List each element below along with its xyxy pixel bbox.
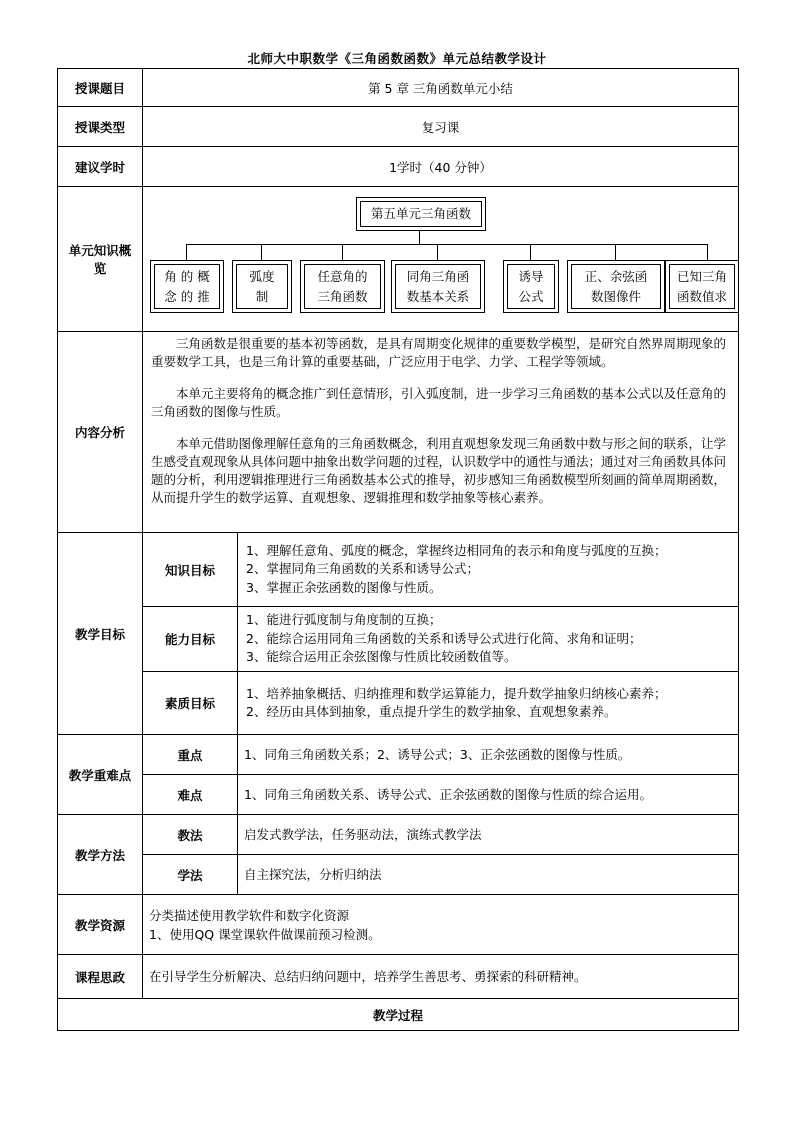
- resources-label: 教学资源: [58, 895, 143, 955]
- ideology-content: [143, 955, 739, 999]
- tree-node-line1: 已知三角: [676, 268, 727, 284]
- topic-label: 授课题目: [58, 69, 143, 107]
- difficult-label: 难点: [143, 775, 238, 815]
- topic-value: 第 5 章 三角函数单元小结: [143, 69, 739, 107]
- learn-method-label: 学法: [143, 855, 238, 895]
- process-label: 教学过程: [58, 999, 739, 1031]
- tree-node-label: [236, 264, 288, 309]
- tree-root: [356, 197, 486, 231]
- row-resources: [58, 895, 739, 955]
- tree-node: [567, 260, 665, 313]
- tree-connector: [342, 244, 343, 260]
- knowledge-goal-item: 1、理解任意角、弧度的概念，掌握终边相同角的表示和角度与弧度的互换；: [246, 542, 667, 558]
- resources-line: 1、使用QQ 课堂课软件做课前预习检测。: [149, 926, 381, 942]
- ability-goal-label: 能力目标: [143, 607, 238, 672]
- ideology-value: 在引导学生分析解决、总结归纳问题中，培养学生善思考、勇探索的科研精神。: [149, 969, 587, 984]
- quality-goal-content: [238, 672, 739, 735]
- tree-node-label: [571, 264, 661, 309]
- analysis-paragraph: 三角函数是很重要的基本初等函数，是具有周期变化规律的重要数学模型，是研究自然界周期现象的重要数学工具，也是三角计算的重要基础，广泛应用于电学、力学、工程学等领域。: [151, 336, 727, 369]
- tree-node-line1: 弧度: [249, 268, 275, 284]
- lesson-plan-table: [57, 68, 739, 1031]
- keypoints-label: 教学重难点: [58, 735, 143, 815]
- row-process: [58, 999, 739, 1031]
- tree-connector: [186, 244, 187, 260]
- knowledge-goal-item: 2、掌握同角三角函数的关系和诱导公式；: [246, 561, 479, 577]
- type-value: 复习课: [143, 107, 739, 147]
- tree-node-line1: 角 的 概: [164, 268, 210, 284]
- tree-node-line2: 数基本关系: [406, 288, 470, 304]
- row-ideology: [58, 955, 739, 999]
- quality-goal-label: 素质目标: [143, 672, 238, 735]
- type-label: 授课类型: [58, 107, 143, 147]
- goals-label: 教学目标: [58, 533, 143, 735]
- tree-connector: [615, 244, 616, 260]
- analysis-label: 内容分析: [58, 332, 143, 533]
- hours-label: 建议学时: [58, 147, 143, 187]
- tree-root-label: 第五单元三角函数: [360, 201, 482, 227]
- analysis-content: [143, 332, 739, 533]
- analysis-paragraph: 本单元主要将角的概念推广到任意情形，引入弧度制，进一步学习三角函数的基本公式以及任意角的三角函数的图像与性质。: [151, 386, 727, 419]
- row-hours: [58, 147, 739, 187]
- tree-node-label: [395, 264, 481, 309]
- tree-node: [503, 260, 559, 313]
- overview-label-line2: 览: [93, 261, 107, 276]
- teach-method-cell: [238, 815, 739, 855]
- overview-label: [58, 187, 143, 332]
- knowledge-tree: [143, 187, 736, 330]
- row-methods-teach: [58, 815, 739, 855]
- hours-value: 1学时（40 分钟）: [143, 147, 739, 187]
- row-overview: [58, 187, 739, 332]
- resources-content: [143, 895, 739, 955]
- learn-method-cell: [238, 855, 739, 895]
- document-title: 北师大中职数学《三角函数函数》单元总结教学设计: [247, 51, 547, 66]
- row-goals-ability: [58, 607, 739, 672]
- quality-goal-item: 2、经历由具体到抽象，重点提升学生的数学抽象、直观想象素养。: [246, 704, 617, 719]
- methods-label: 教学方法: [58, 815, 143, 895]
- row-keypoints-key: [58, 735, 739, 775]
- row-goals-knowledge: [58, 533, 739, 607]
- knowledge-goal-content: [238, 533, 739, 607]
- tree-node-line1: 同角三角函: [406, 268, 470, 284]
- tree-node: [391, 260, 485, 313]
- difficult-value-cell: [238, 775, 739, 815]
- tree-node: [232, 260, 292, 313]
- tree-node-line1: 任意角的: [317, 268, 368, 284]
- key-value: 1、同角三角函数关系；2、诱导公式；3、正余弦函数的图像与性质。: [244, 747, 631, 762]
- tree-node-line2: 三角函数: [317, 288, 368, 304]
- ability-goal-item: 2、能综合运用同角三角函数的关系和诱导公式进行化简、求角和证明；: [246, 630, 642, 646]
- tree-branch-line: [186, 244, 707, 245]
- tree-connector: [437, 244, 438, 260]
- tree-node-line2: 函数值求: [676, 288, 727, 304]
- ability-goal-content: [238, 607, 739, 672]
- key-label: 重点: [143, 735, 238, 775]
- row-topic: [58, 69, 739, 107]
- difficult-value: 1、同角三角函数关系、诱导公式、正余弦函数的图像与性质的综合运用。: [244, 787, 652, 802]
- tree-node: [150, 260, 224, 313]
- tree-node-label: [669, 264, 735, 309]
- ideology-label: 课程思政: [58, 955, 143, 999]
- tree-node: [665, 260, 739, 313]
- tree-connector: [530, 244, 531, 260]
- resources-line: 分类描述使用教学软件和数字化资源: [149, 907, 350, 923]
- tree-connector: [707, 244, 708, 260]
- tree-node-label: [304, 264, 381, 309]
- ability-goal-item: 1、能进行弧度制与角度制的互换；: [246, 612, 442, 628]
- tree-node-line2: 念 的 推: [164, 288, 210, 304]
- tree-connector: [261, 244, 262, 260]
- tree-root-connector: [419, 230, 420, 244]
- tree-node-line1: 诱导: [518, 268, 544, 284]
- knowledge-goal-label: 知识目标: [143, 533, 238, 607]
- ability-goal-item: 3、能综合运用正余弦图像与性质比较函数值等。: [246, 649, 517, 665]
- knowledge-goal-item: 3、掌握正余弦函数的图像与性质。: [246, 579, 442, 595]
- teach-method-label: 教法: [143, 815, 238, 855]
- row-analysis: [58, 332, 739, 533]
- teach-method-value: 启发式教学法，任务驱动法，演练式教学法: [244, 827, 482, 842]
- quality-goal-item: 1、培养抽象概括、归纳推理和数学运算能力，提升数学抽象归纳核心素养；: [246, 685, 667, 701]
- tree-node-line2: 制: [255, 288, 269, 304]
- tree-node-line2: 数图像件: [590, 288, 641, 304]
- tree-node-label: [507, 264, 555, 309]
- tree-node: [300, 260, 385, 313]
- overview-diagram-cell: [143, 187, 739, 332]
- row-goals-quality: [58, 672, 739, 735]
- tree-node-line1: 正、余弦函: [584, 268, 648, 284]
- key-value-cell: [238, 735, 739, 775]
- tree-node-label: [154, 264, 220, 309]
- tree-node-line2: 公式: [518, 288, 544, 304]
- overview-label-line1: 单元知识概: [68, 243, 132, 258]
- row-type: [58, 107, 739, 147]
- learn-method-value: 自主探究法，分析归纳法: [244, 867, 382, 882]
- row-keypoints-difficult: [58, 775, 739, 815]
- row-methods-learn: [58, 855, 739, 895]
- analysis-paragraph: 本单元借助图像理解任意角的三角函数概念，利用直观想象发现三角函数中数与形之间的联系，让学生感受直观现象从具体问题中抽象出数学问题的过程，认识数学中的通性与通法；通过对三角函数具体问题的分析，利用逻辑推理进行三角函数基本公式的推导，初步感知三角函数模型所刻画的简单周期函数，从而提升学生的数学运算、直观想象、逻辑推理和数学抽象等核心素养。: [151, 436, 727, 505]
